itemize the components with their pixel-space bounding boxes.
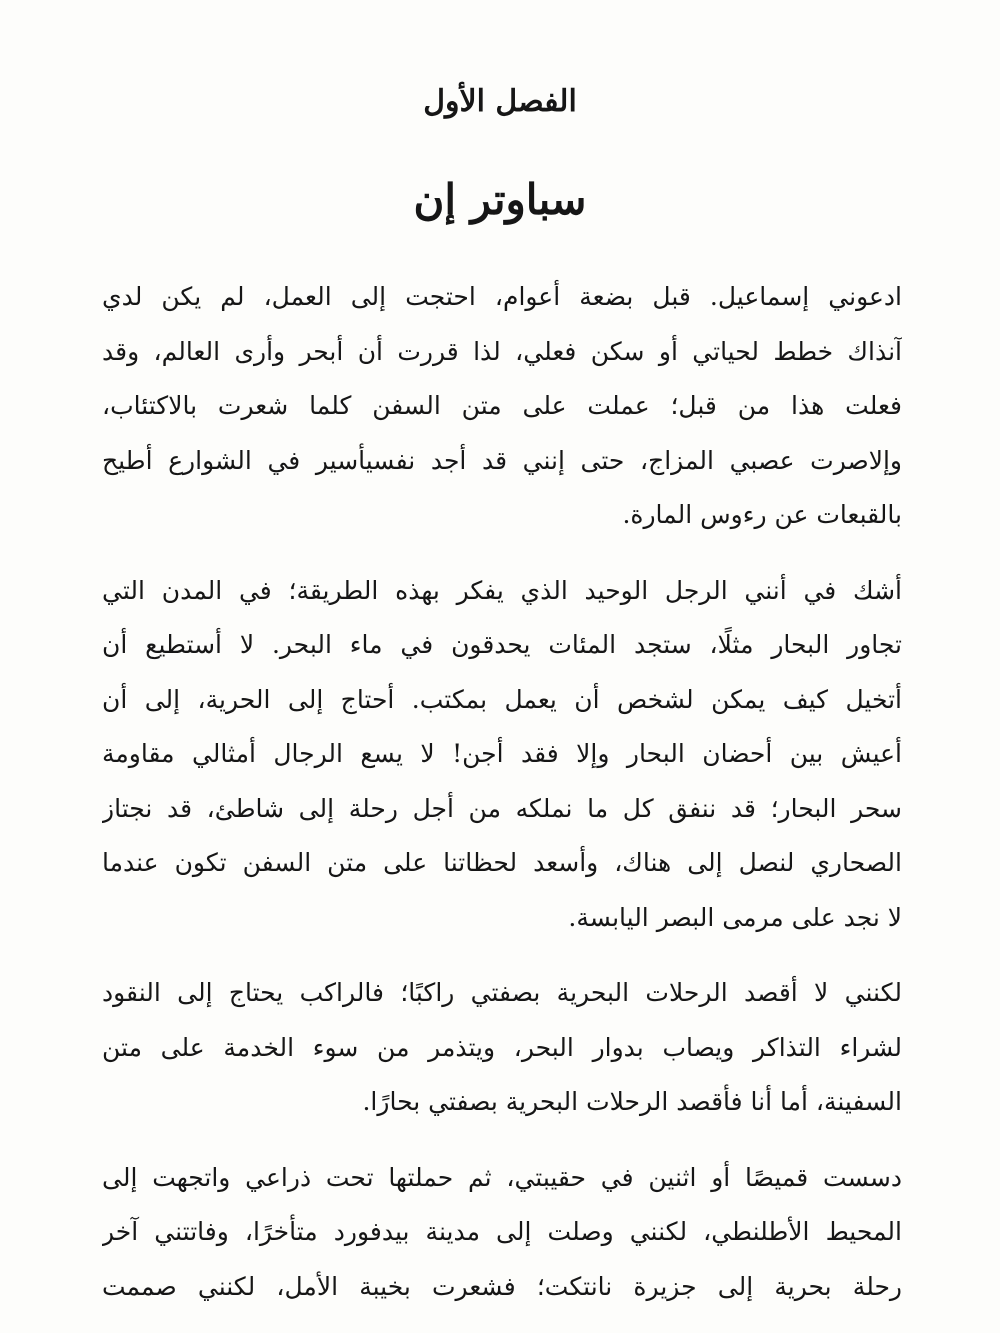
text-line: تجاور البحار مثلًا، ستجد المئات يحدقون في ماء البحر. لا أستطيع أن — [102, 630, 902, 659]
chapter-title: سباوتر إن — [413, 175, 587, 224]
paragraph-4 — [102, 1151, 902, 1315]
text-line: لكنني لا أقصد الرحلات البحرية بصفتي راكبًا؛ فالراكب يحتاج إلى النقود — [102, 978, 902, 1007]
text-line: الصحاري لنصل إلى هناك، وأسعد لحظاتنا على متن السفن تكون عندما — [102, 848, 902, 877]
paragraph-3 — [102, 966, 902, 1130]
text-line: دسست قميصًا أو اثنين في حقيبتي، ثم حملتها تحت ذراعي واتجهت إلى — [102, 1162, 902, 1192]
body-text — [102, 270, 902, 1335]
text-line: أشك في أنني الرجل الوحيد الذي يفكر بهذه الطريقة؛ في المدن التي — [102, 575, 902, 605]
text-line: لشراء التذاكر ويصاب بدوار البحر، ويتذمر من سوء الخدمة على متن — [102, 1032, 902, 1062]
text-line: لا نجد على مرمى البصر اليابسة. — [568, 902, 902, 932]
chapter-label: الفصل الأول — [423, 84, 577, 119]
text-line: وإلاصرت عصبي المزاج، حتى إنني قد أجد نفسيأسير في الشوارع أطيح — [102, 445, 902, 475]
text-line: بالقبعات عن رءوس المارة. — [622, 500, 902, 529]
text-line: أعيش بين أحضان البحار وإلا فقد أجن! لا يسع الرجال أمثالي مقاومة — [102, 739, 902, 768]
text-line: رحلة بحرية إلى جزيرة نانتكت؛ فشعرت بخيبة الأمل، لكنني صممت — [102, 1271, 902, 1301]
paragraph-2 — [102, 564, 902, 946]
text-line: المحيط الأطلنطي، لكنني وصلت إلى مدينة بيدفورد متأخرًا، وفاتتني آخر — [102, 1217, 902, 1246]
text-line: ادعوني إسماعيل. قبل بضعة أعوام، احتجت إلى العمل، لم يكن لدي — [102, 282, 902, 311]
paragraph-1 — [102, 270, 902, 543]
text-line: آنذاك خطط لحياتي أو سكن فعلي، لذا قررت أن أبحر وأرى العالم، وقد — [102, 336, 902, 366]
text-line: سحر البحار؛ قد ننفق كل ما نملكه من أجل رحلة إلى شاطئ، قد نجتاز — [102, 793, 902, 823]
text-line: السفينة، أما أنا فأقصد الرحلات البحرية بصفتي بحارًا. — [362, 1087, 902, 1116]
text-line: أتخيل كيف يمكن لشخص أن يعمل بمكتب. أحتاج إلى الحرية، إلى أن — [102, 684, 902, 714]
text-line: فعلت هذا من قبل؛ عملت على متن السفن كلما شعرت بالاكتئاب، — [102, 391, 902, 420]
